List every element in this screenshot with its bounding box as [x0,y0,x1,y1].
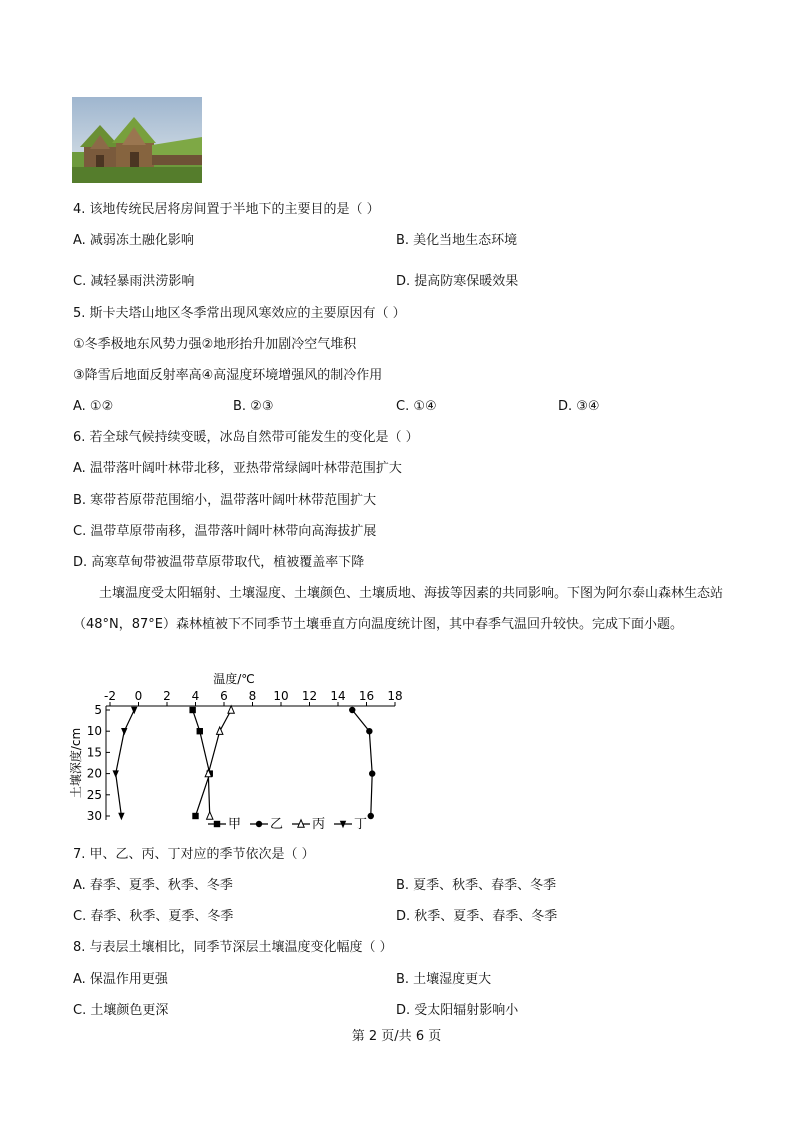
y-tick-label: 10 [86,724,102,739]
legend-marker-1 [256,821,262,827]
q4-option-b[interactable]: B. 美化当地生态环境 [396,233,518,248]
passage-text: 土壤温度受太阳辐射、土壤湿度、土壤颜色、土壤质地、海拔等因素的共同影响。下图为阿尔泰山森林生态站（48°N，87°E）森林植被下不同季节土壤垂直方向温度统计图，其中春季气温回升较快。完成下面小题。 [73,586,724,632]
q5-option-c[interactable]: C. ①④ [396,399,437,414]
legend-label-3: 丁 [354,817,368,832]
q7-stem: 7. 甲、乙、丙、丁对应的季节依次是（ ） [73,847,315,862]
q5-option-a[interactable]: A. ①② [73,399,114,414]
q7-option-c[interactable]: C. 春季、秋季、夏季、冬季 [73,909,234,924]
legend-label-1: 乙 [270,817,284,832]
x-tick-label: -2 [104,689,116,703]
q5-option-d[interactable]: D. ③④ [558,399,600,414]
series-3-point-1 [121,728,127,735]
q7-option-d[interactable]: D. 秋季、夏季、春季、冬季 [396,909,558,924]
q4-option-d[interactable]: D. 提高防寒保暖效果 [396,274,519,289]
x-tick-label: 10 [273,689,289,703]
series-line-0 [193,710,210,816]
q8-option-c[interactable]: C. 土壤颜色更深 [73,1003,169,1018]
legend-label-2: 丙 [312,817,326,832]
legend-label-0: 甲 [228,817,242,832]
turf-house-photo [72,97,202,183]
q7-option-b[interactable]: B. 夏季、秋季、春季、冬季 [396,878,557,893]
series-1-point-2 [369,770,375,776]
series-3-point-0 [131,707,137,714]
q8-option-d[interactable]: D. 受太阳辐射影响小 [396,1003,519,1018]
q5-statement-2: ③降雪后地面反射率高④高湿度环境增强风的制冷作用 [73,368,383,383]
y-tick-label: 5 [94,703,102,717]
q6-option-a[interactable]: A. 温带落叶阔叶林带北移，亚热带常绿阔叶林带范围扩大 [73,461,402,476]
series-2-point-0 [228,706,234,713]
x-tick-label: 12 [301,689,318,703]
series-1-point-0 [349,707,355,713]
q4-option-c[interactable]: C. 减轻暴雨洪涝影响 [73,274,195,289]
series-0-point-3 [192,813,198,819]
series-2-point-3 [207,812,213,819]
x-tick-label: 6 [220,689,228,703]
series-1-point-3 [368,813,374,819]
q8-option-a[interactable]: A. 保温作用更强 [73,972,168,987]
q8-stem: 8. 与表层土壤相比，同季节深层土壤温度变化幅度（ ） [73,940,393,955]
y-axis-label: 土壤深度/cm [69,727,83,799]
series-0-point-0 [189,707,195,713]
series-3-point-3 [118,813,124,820]
x-tick-label: 0 [134,689,143,703]
y-tick-label: 20 [86,766,102,781]
q6-stem: 6. 若全球气候持续变暖，冰岛自然带可能发生的变化是（ ） [73,430,419,445]
x-tick-label: 18 [387,689,403,703]
legend-marker-0 [214,821,220,827]
y-tick-label: 15 [86,745,102,760]
soil-temperature-chart [68,668,418,838]
series-3-point-2 [113,770,119,777]
x-tick-label: 4 [191,689,200,703]
x-tick-label: 16 [358,689,375,703]
x-axis-label: 温度/℃ [213,672,255,686]
y-tick-label: 30 [86,809,102,823]
series-1-point-1 [366,728,372,734]
x-tick-label: 8 [248,689,257,703]
series-line-3 [116,710,135,816]
x-tick-label: 14 [330,689,346,703]
q4-stem: 4. 该地传统民居将房间置于半地下的主要目的是（ ） [73,202,380,217]
q4-option-a[interactable]: A. 减弱冻土融化影响 [73,233,194,248]
page-footer: 第 2 页/共 6 页 [351,1029,442,1044]
x-tick-label: 2 [163,689,171,703]
q5-stem: 5. 斯卡夫塔山地区冬季常出现风寒效应的主要原因有（ ） [73,306,406,321]
series-0-point-1 [197,728,203,734]
q6-option-c[interactable]: C. 温带草原带南移，温带落叶阔叶林带向高海拔扩展 [73,524,377,539]
q5-option-b[interactable]: B. ②③ [233,399,274,414]
q5-statement-1: ①冬季极地东风势力强②地形抬升加剧冷空气堆积 [73,337,357,352]
y-tick-label: 25 [86,787,102,802]
q6-option-b[interactable]: B. 寒带苔原带范围缩小，温带落叶阔叶林带范围扩大 [73,493,377,508]
series-line-1 [352,710,372,816]
q8-option-b[interactable]: B. 土壤湿度更大 [396,972,492,987]
q6-option-d[interactable]: D. 高寒草甸带被温带草原带取代，植被覆盖率下降 [73,555,365,570]
q7-option-a[interactable]: A. 春季、夏季、秋季、冬季 [73,878,233,893]
